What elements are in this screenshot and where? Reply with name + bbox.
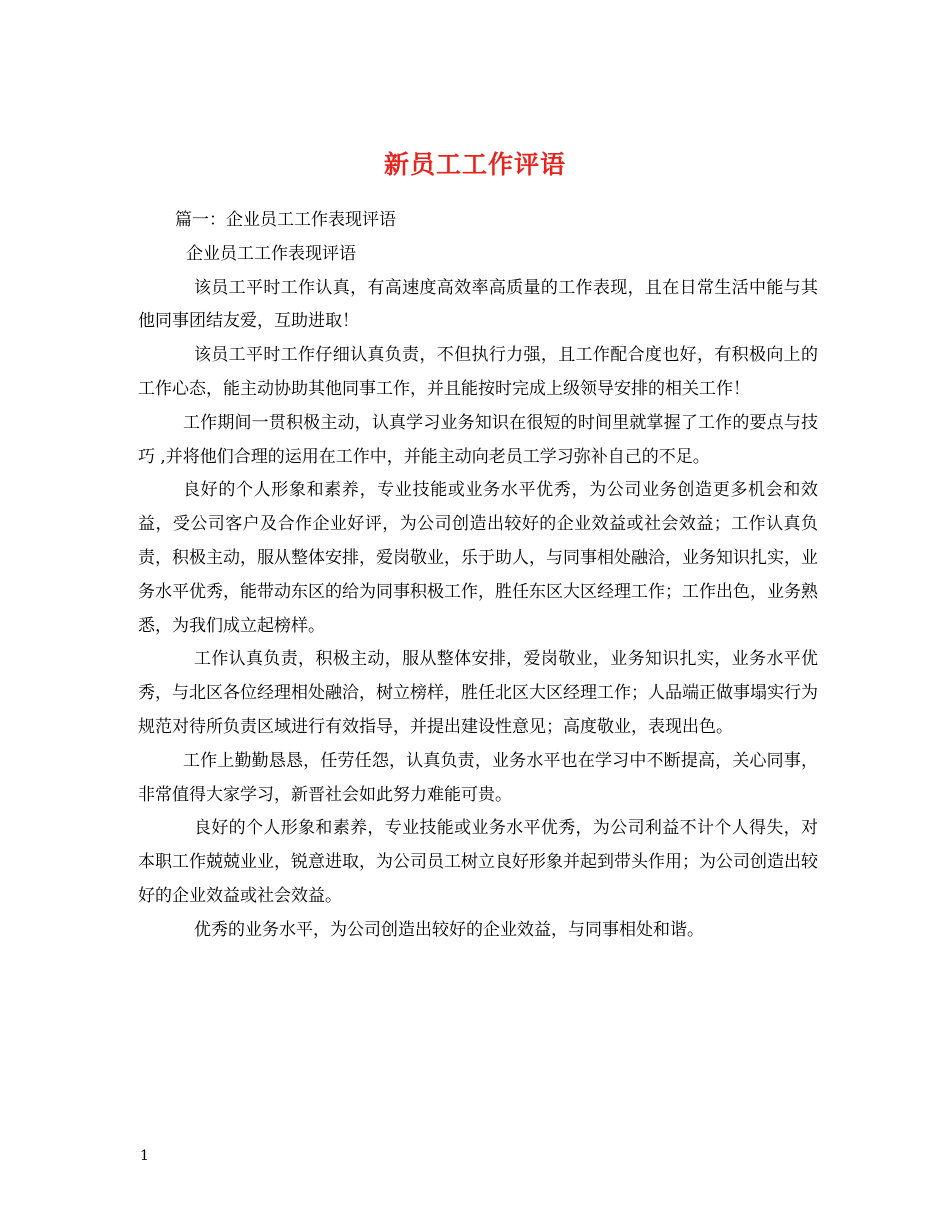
paragraph-5: 工作认真负责，积极主动，服从整体安排，爱岗敬业，业务知识扎实，业务水平优秀，与北区各位经理相处融洽，树立榜样，胜任北区大区经理工作；人品端正做事塌实行为规范对待所负责区域进行有效指导，并提出建设性意见；高度敬业，表现出色。 bbox=[138, 649, 818, 737]
page-number: 1 bbox=[140, 1148, 149, 1164]
document-title: 新员工工作评语 bbox=[383, 149, 566, 179]
paragraph-6: 工作上勤勤恳恳，任劳任怨，认真负责，业务水平也在学习中不断提高，关心同事，非常值得大家学习，新晋社会如此努力难能可贵。 bbox=[138, 750, 818, 805]
paragraph-3: 工作期间一贯积极主动，认真学习业务知识在很短的时间里就掌握了工作的要点与技巧 ,并将他们合理的运用在工作中，并能主动向老员工学习弥补自己的不足。 bbox=[138, 412, 818, 467]
paragraph-8: 优秀的业务水平，为公司创造出较好的企业效益，与同事相处和谐。 bbox=[194, 919, 704, 940]
paragraph-7: 良好的个人形象和素养，专业技能或业务水平优秀，为公司利益不计个人得失，对本职工作兢兢业业，锐意进取，为公司员工树立良好形象并起到带头作用；为公司创造出较好的企业效益或社会效益。 bbox=[138, 818, 818, 906]
document-body bbox=[138, 204, 818, 948]
section-heading: 篇一：企业员工工作表现评语 bbox=[175, 210, 396, 230]
paragraph-1: 该员工平时工作认真，有高速度高效率高质量的工作表现，且在日常生活中能与其他同事团结友爱，互助进取！ bbox=[138, 277, 818, 332]
paragraph-2: 该员工平时工作仔细认真负责，不但执行力强，且工作配合度也好，有积极向上的工作心态，能主动协助其他同事工作，并且能按时完成上级领导安排的相关工作！ bbox=[138, 345, 818, 399]
subheading: 企业员工工作表现评语 bbox=[186, 243, 356, 264]
paragraph-4: 良好的个人形象和素养，专业技能或业务水平优秀，为公司业务创造更多机会和效益，受公司客户及合作企业好评，为公司创造出较好的企业效益或社会效益；工作认真负责，积极主动，服从整体安排，爱岗敬业，乐于助人，与同事相处融洽，业务知识扎实，业务水平优秀，能带动东区的给为同事积极工作，胜任东区大区经理工作；工作出色，业务熟悉，为我们成立起榜样。 bbox=[138, 480, 818, 636]
